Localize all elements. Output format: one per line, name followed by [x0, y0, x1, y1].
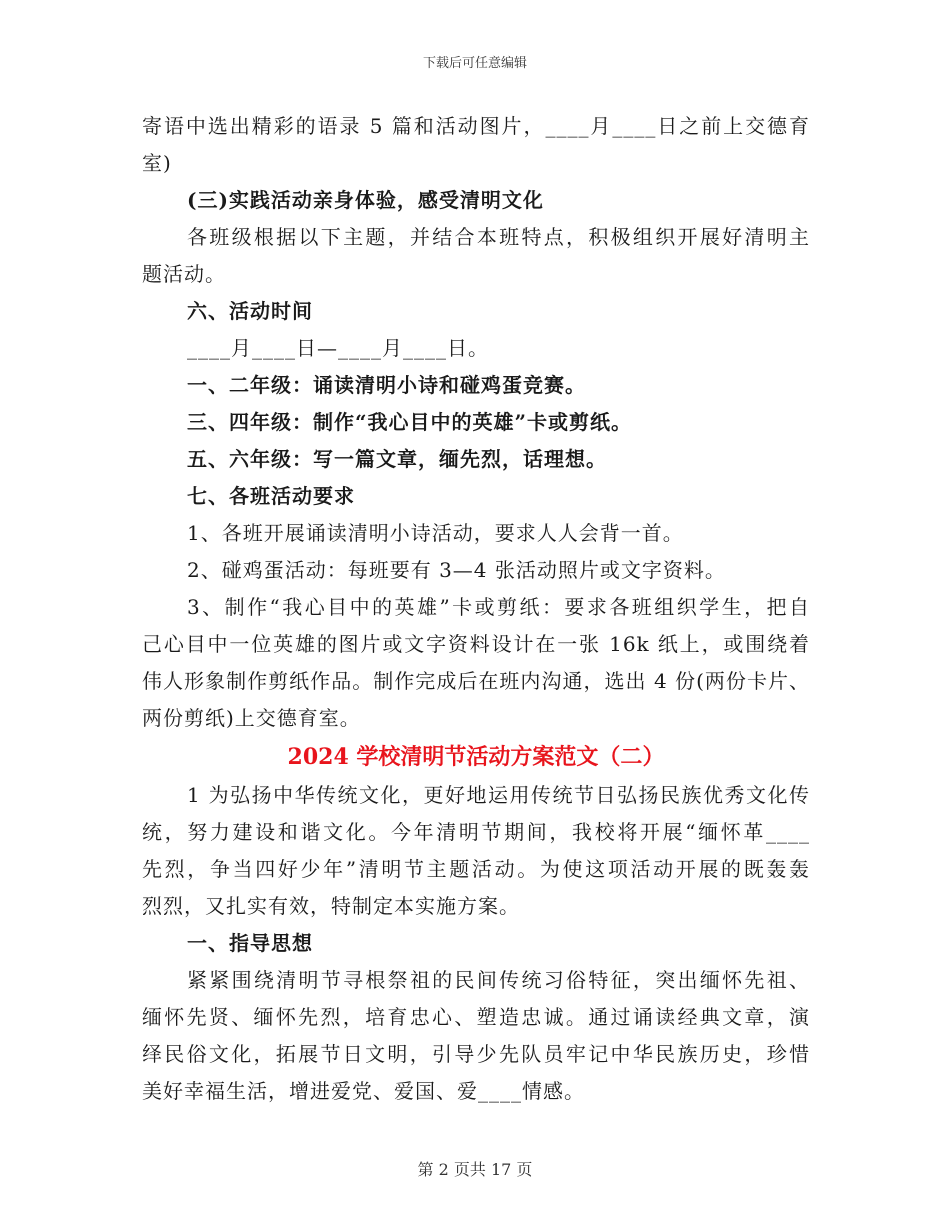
grade-activity: 一、二年级：诵读清明小诗和碰鸡蛋竞赛。	[187, 373, 586, 397]
document-title: 2024 学校清明节活动方案范文（二）	[287, 744, 665, 770]
paragraph-line: 两份剪纸)上交德育室。	[142, 706, 361, 730]
paragraph-line: 各班级根据以下主题，并结合本班特点，积极组织开展好清明主	[187, 225, 810, 249]
grade-activity: 五、六年级：写一篇文章，缅先烈，话理想。	[187, 447, 607, 471]
paragraph-line: ____月____日—____月____日。	[187, 336, 489, 360]
paragraph-line: 1 为弘扬中华传统文化，更好地运用传统节日弘扬民族优秀文化传	[187, 783, 810, 807]
page-footer: 第 2 页共 17 页	[417, 1160, 533, 1179]
list-item: 2、碰鸡蛋活动：每班要有 3—4 张活动照片或文字资料。	[187, 558, 726, 582]
paragraph-line: 伟人形象制作剪纸作品。制作完成后在班内沟通，选出 4 份(两份卡片、	[142, 669, 810, 693]
paragraph-line: 统，努力建设和谐文化。今年清明节期间，我校将开展“缅怀革____	[142, 820, 810, 844]
list-item: 3、制作“我心目中的英雄”卡或剪纸：要求各班组织学生，把自	[187, 595, 810, 619]
grade-activity: 三、四年级：制作“我心目中的英雄”卡或剪纸。	[187, 410, 633, 434]
section-heading: 一、指导思想	[187, 931, 313, 955]
paragraph-line: 己心目中一位英雄的图片或文字资料设计在一张 16k 纸上，或围绕着	[142, 632, 810, 656]
document-body	[142, 108, 810, 1110]
paragraph-line: 题活动。	[142, 262, 226, 286]
section-heading: (三)实践活动亲身体验，感受清明文化	[187, 188, 544, 212]
paragraph-line: 缅怀先贤、缅怀先烈，培育忠心、塑造忠诚。通过诵读经典文章，演	[142, 1005, 810, 1029]
paragraph-line: 绎民俗文化，拓展节日文明，引导少先队员牢记中华民族历史，珍惜	[142, 1042, 810, 1066]
section-heading: 七、各班活动要求	[187, 484, 355, 508]
paragraph-line: 紧紧围绕清明节寻根祭祖的民间传统习俗特征，突出缅怀先祖、	[187, 968, 810, 992]
paragraph-line: 先烈，争当四好少年”清明节主题活动。为使这项活动开展的既轰轰	[142, 857, 810, 881]
page-header: 下载后可任意编辑	[422, 56, 527, 71]
section-heading: 六、活动时间	[187, 299, 313, 323]
paragraph-line: 寄语中选出精彩的语录 5 篇和活动图片，____月____日之前上交德育	[142, 114, 810, 138]
paragraph-line: 烈烈，又扎实有效，特制定本实施方案。	[142, 894, 520, 918]
list-item: 1、各班开展诵读清明小诗活动，要求人人会背一首。	[187, 521, 684, 545]
paragraph-line: 室)	[142, 151, 172, 175]
paragraph-line: 美好幸福生活，增进爱党、爱国、爱____情感。	[142, 1079, 585, 1103]
